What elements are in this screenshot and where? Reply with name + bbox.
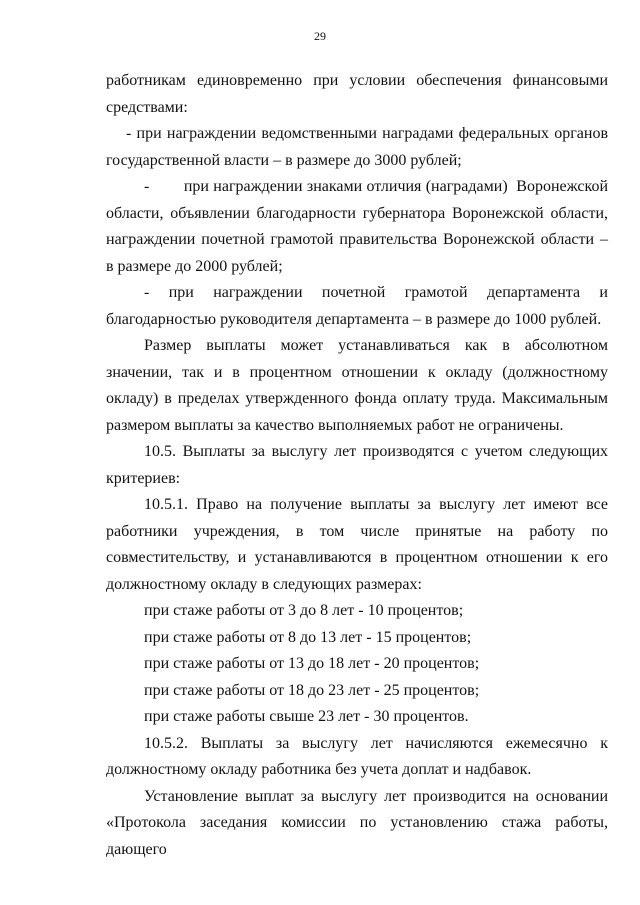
paragraph-10-5-2: 10.5.2. Выплаты за выслугу лет начисляются ежемесячно к должностному окладу работника без учета доплат и надбавок.: [106, 734, 608, 778]
paragraph-regional-awards: - при награждении знаками отличия (наградами) Воронежской области, объявлении благодарности губернатора Воронежской области, награждении почетной грамотой правительства Воронежской области – в размере до 2000 рублей;: [106, 178, 612, 275]
list-item-seniority-3-8: при стаже работы от 3 до 8 лет - 10 процентов;: [144, 602, 464, 619]
document-body: [106, 68, 612, 863]
paragraph-10-5: 10.5. Выплаты за выслугу лет производятся с учетом следующих критериев:: [106, 443, 608, 487]
paragraph-payment-size: Размер выплаты может устанавливаться как в абсолютном значении, так и в процентном отношении к окладу (должностному окладу) в пределах утвержденного фонда оплату труда. Максимальным размером выплаты за качество выполняемых работ не ограничены.: [106, 337, 608, 434]
list-item-seniority-18-23: при стаже работы от 18 до 23 лет - 25 процентов;: [144, 681, 480, 699]
paragraph-federal-awards: - при награждении ведомственными наградами федеральных органов государственной власти – в размере до 3000 рублей;: [106, 125, 608, 169]
paragraph-department-awards: - при награждении почетной грамотой департамента и благодарностью руководителя департамента – в размере до 1000 рублей.: [106, 284, 608, 328]
paragraph-continuation: работникам единовременно при условии обеспечения финансовыми средствами:: [106, 72, 608, 116]
list-item-seniority-over-23: при стаже работы свыше 23 лет - 30 процентов.: [144, 708, 469, 725]
list-item-seniority-13-18: при стаже работы от 13 до 18 лет - 20 процентов;: [144, 655, 480, 672]
paragraph-10-5-1: 10.5.1. Право на получение выплаты за выслугу лет имеют все работники учреждения, в том числе принятые на работу по совместительству, и устанавливаются в процентном отношении к его должностному окладу в следующих размерах:: [106, 496, 608, 593]
page-number: 29: [314, 29, 326, 43]
paragraph-protocol: Установление выплат за выслугу лет производится на основании «Протокола заседания комиссии по установлению стажа работы, дающего: [106, 787, 608, 858]
list-item-seniority-8-13: при стаже работы от 8 до 13 лет - 15 процентов;: [144, 628, 472, 646]
